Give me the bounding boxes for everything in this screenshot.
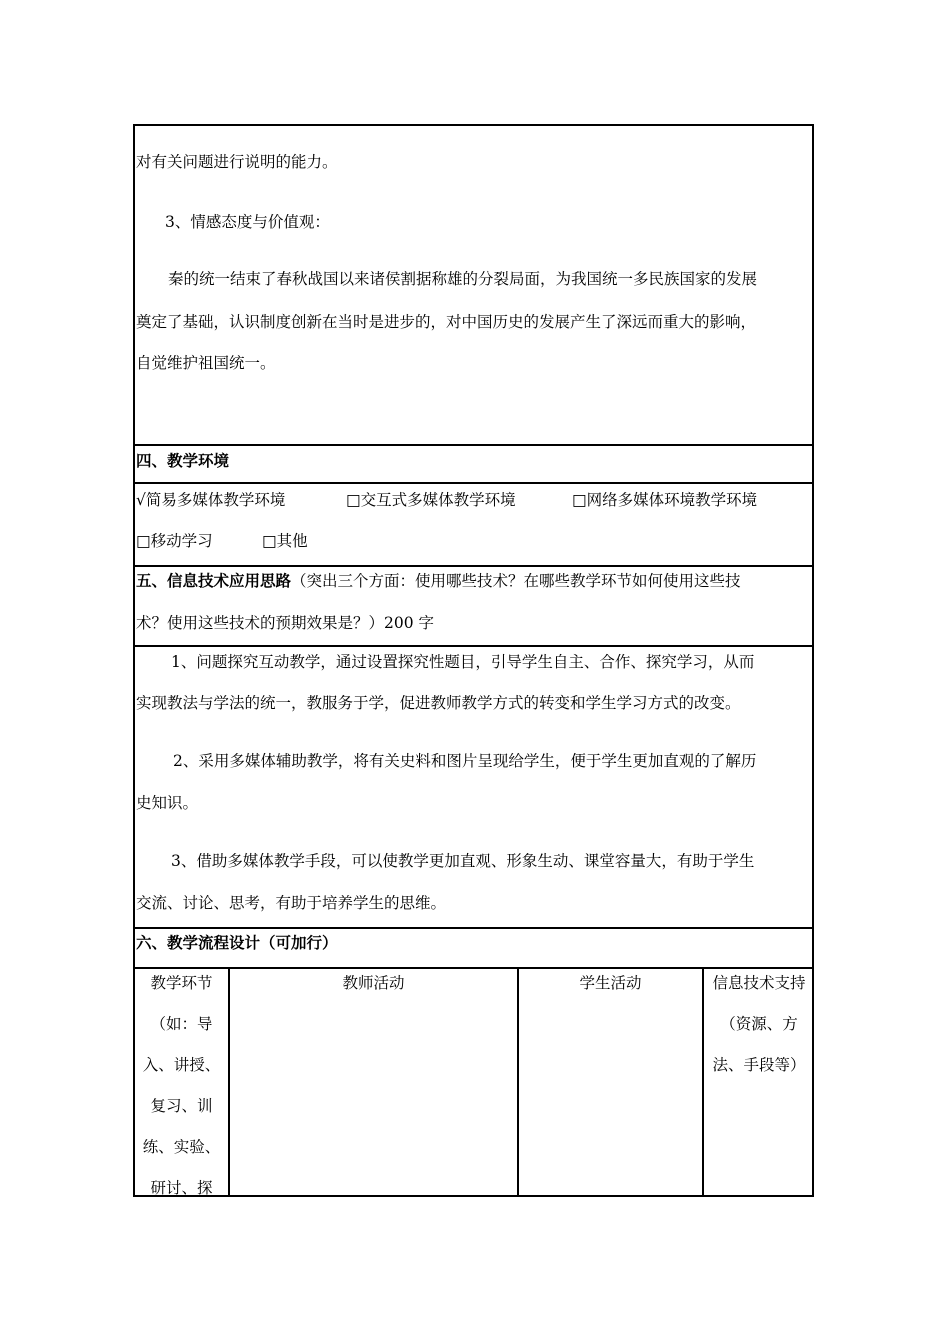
col-teaching-stage-header	[135, 973, 228, 1219]
paragraph-ability: 对有关问题进行说明的能力。	[136, 153, 338, 171]
col-line: 教学环节	[150, 974, 213, 992]
paragraph-values-line2: 奠定了基础，认识制度创新在当时是进步的，对中国历史的发展产生了深远而重大的影响，	[136, 313, 757, 331]
it-item1-line2: 实现教法与学法的统一，教服务于学，促进教师教学方式的转变和学生学习方式的改变。	[136, 694, 741, 712]
column-divider	[517, 967, 519, 1197]
col-line: 复习、训	[150, 1097, 213, 1115]
section-title-it-application	[136, 571, 741, 591]
divider	[135, 645, 812, 647]
divider	[135, 482, 812, 484]
paragraph-values-line1: 秦的统一结束了春秋战国以来诸侯割据称雄的分裂局面，为我国统一多民族国家的发展	[168, 270, 758, 288]
col-line: 研讨、探	[150, 1179, 213, 1197]
col-it-support-header	[704, 973, 814, 1096]
col-line: （如：导	[150, 1015, 213, 1033]
col-teacher-activity-header: 教师活动	[342, 974, 405, 992]
col-line: 入、讲授、	[142, 1056, 221, 1074]
it-item1-line1: 1、问题探究互动教学，通过设置探究性题目，引导学生自主、合作、探究学习，从而	[171, 653, 755, 671]
option-other[interactable]: □其他	[262, 532, 308, 550]
paragraph-values-line3: 自觉维护祖国统一。	[136, 354, 276, 372]
col-line: 法、手段等）	[712, 1056, 806, 1074]
it-item3-line2: 交流、讨论、思考，有助于培养学生的思维。	[136, 894, 447, 912]
divider	[135, 927, 812, 929]
lesson-plan-table	[133, 124, 814, 1197]
option-mobile-learning[interactable]: □移动学习	[136, 532, 213, 550]
col-line: 信息技术支持	[712, 974, 806, 992]
it-item2-line1: 2、采用多媒体辅助教学，将有关史料和图片呈现给学生，便于学生更加直观的了解历	[173, 752, 757, 770]
divider	[135, 565, 812, 567]
section-title-it-application-bold: 五、信息技术应用思路	[136, 571, 292, 590]
section-title-process-design: 六、教学流程设计（可加行）	[136, 933, 338, 952]
it-item3-line1: 3、借助多媒体教学手段，可以使教学更加直观、形象生动、课堂容量大，有助于学生	[171, 852, 755, 870]
option-simple-multimedia[interactable]: √简易多媒体教学环境	[136, 491, 286, 509]
col-line: （资源、方	[720, 1015, 798, 1033]
option-network-multimedia[interactable]: □网络多媒体环境教学环境	[572, 491, 758, 509]
section-title-it-application-line2: 术？使用这些技术的预期效果是？）200 字	[136, 614, 435, 632]
col-line: 练、实验、	[142, 1138, 221, 1156]
section-title-environment: 四、教学环境	[136, 451, 230, 470]
column-divider	[228, 967, 230, 1197]
divider	[135, 444, 812, 446]
section-title-it-application-note: （突出三个方面：使用哪些技术？在哪些教学环节如何使用这些技	[291, 572, 741, 590]
it-item2-line2: 史知识。	[136, 794, 199, 812]
divider	[135, 967, 812, 969]
col-student-activity-header: 学生活动	[579, 974, 642, 992]
heading-emotion-values: 3、情感态度与价值观：	[165, 213, 330, 231]
option-interactive-multimedia[interactable]: □交互式多媒体教学环境	[346, 491, 516, 509]
